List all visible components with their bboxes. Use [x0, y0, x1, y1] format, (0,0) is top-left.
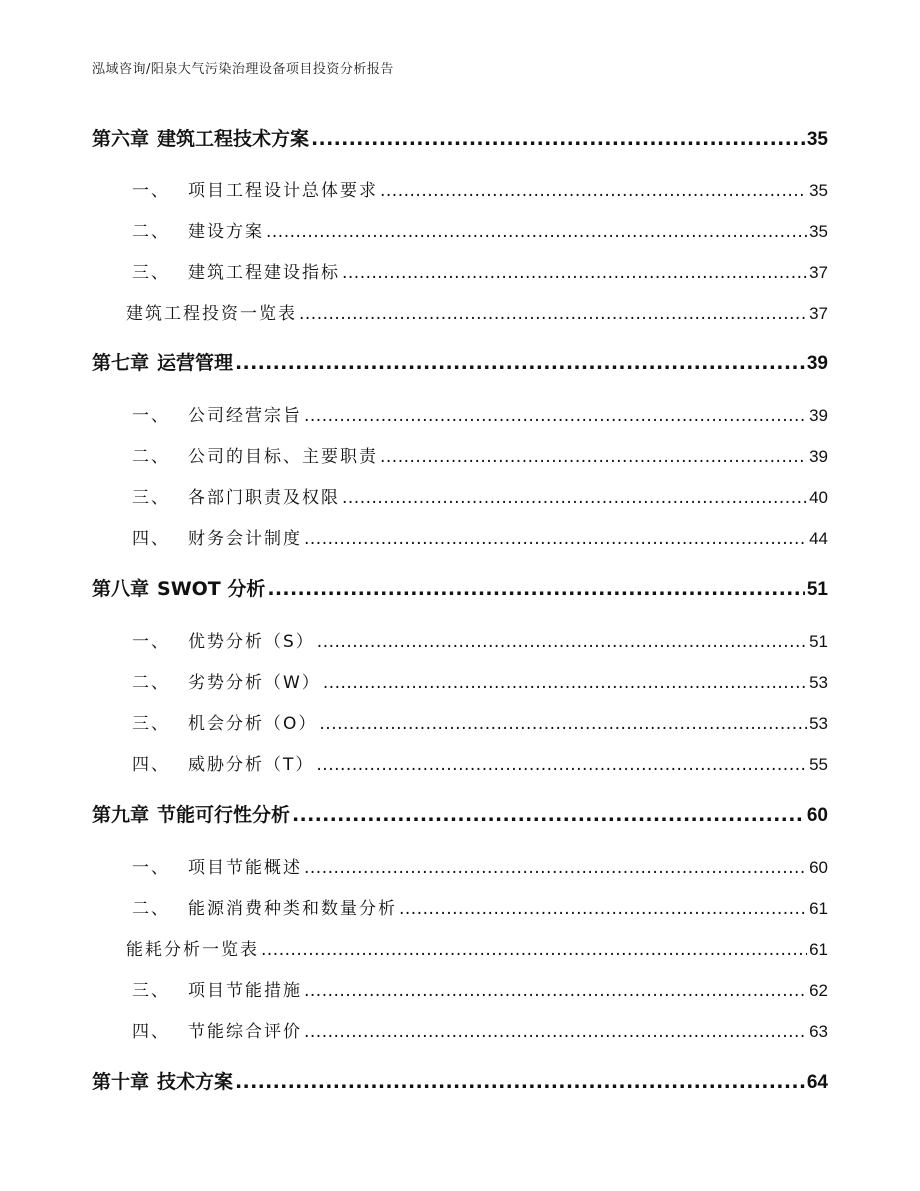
- toc-page-number: 37: [809, 263, 828, 282]
- section-number: 一、: [132, 858, 170, 878]
- section-number: 二、: [132, 222, 170, 242]
- toc-section-entry[interactable]: [92, 894, 828, 919]
- chapter-number: 第八章: [92, 578, 150, 600]
- section-number: 四、: [132, 755, 170, 775]
- toc-section-entry[interactable]: [92, 401, 828, 426]
- page-header: 泓域咨询/阳泉大气污染治理设备项目投资分析报告: [92, 62, 394, 77]
- toc-entry-title: 劣势分析（W）: [188, 673, 321, 693]
- toc-page-number: 35: [809, 181, 828, 200]
- toc-page-number: 37: [809, 304, 828, 323]
- toc-chapter-entry[interactable]: [92, 574, 828, 601]
- toc-page-number: 60: [809, 858, 828, 877]
- dot-leader: [316, 755, 807, 775]
- toc-section-entry[interactable]: [92, 299, 828, 324]
- section-number: 二、: [132, 899, 170, 919]
- toc-entry-title: 各部门职责及权限: [188, 488, 340, 508]
- toc-chapter-entry[interactable]: [92, 348, 828, 375]
- dot-leader: [261, 940, 807, 960]
- dot-leader: [342, 263, 807, 283]
- toc-section-entry[interactable]: [92, 627, 828, 652]
- toc-page-number: 61: [809, 940, 828, 959]
- toc-entry-title: 能源消费种类和数量分析: [188, 899, 397, 919]
- toc-section-entry[interactable]: [92, 217, 828, 242]
- dot-leader: [319, 714, 807, 734]
- dot-leader: [311, 128, 805, 150]
- toc-page-number: 60: [806, 805, 828, 826]
- dot-leader: [235, 1071, 805, 1093]
- toc-section-entry[interactable]: [92, 483, 828, 508]
- toc-entry-title: 威胁分析（T）: [188, 755, 315, 775]
- dot-leader: [267, 578, 804, 600]
- section-number: 二、: [132, 447, 170, 467]
- toc-page-number: 35: [806, 129, 828, 150]
- section-number: 三、: [132, 488, 170, 508]
- toc-section-entry[interactable]: [92, 976, 828, 1001]
- toc-section-entry[interactable]: [92, 442, 828, 467]
- toc-page-number: 51: [809, 632, 828, 651]
- section-number: 一、: [132, 181, 170, 201]
- toc-section-entry[interactable]: [92, 709, 828, 734]
- toc-entry-title: 财务会计制度: [188, 529, 302, 549]
- toc-entry-title: 项目节能概述: [188, 858, 302, 878]
- toc-entry-title: 节能综合评价: [188, 1022, 302, 1042]
- dot-leader: [323, 673, 807, 693]
- dot-leader: [380, 181, 807, 201]
- toc-page-number: 61: [809, 899, 828, 918]
- dot-leader: [304, 858, 807, 878]
- chapter-number: 第六章: [92, 128, 150, 150]
- chapter-number: 第七章: [92, 352, 150, 374]
- dot-leader: [304, 1022, 807, 1042]
- toc-page-number: 53: [809, 673, 828, 692]
- toc-section-entry[interactable]: [92, 853, 828, 878]
- toc-entry-title: 建筑工程技术方案: [157, 128, 310, 150]
- toc-section-entry[interactable]: [92, 258, 828, 283]
- toc-section-entry[interactable]: [92, 935, 828, 960]
- section-number: 一、: [132, 406, 170, 426]
- section-number: 三、: [132, 981, 170, 1001]
- toc-page-number: 39: [809, 447, 828, 466]
- toc-entry-title: 公司经营宗旨: [188, 406, 302, 426]
- toc-section-entry[interactable]: [92, 176, 828, 201]
- toc-section-entry[interactable]: [92, 1017, 828, 1042]
- toc-entry-title: 能耗分析一览表: [126, 940, 259, 960]
- toc-page-number: 40: [809, 488, 828, 507]
- toc-entry-title: 优势分析（S）: [188, 632, 315, 652]
- dot-leader: [235, 352, 805, 374]
- toc-entry-title: 节能可行性分析: [157, 804, 291, 826]
- dot-leader: [399, 899, 807, 919]
- toc-page-number: 53: [809, 714, 828, 733]
- toc-page-number: 64: [806, 1072, 828, 1093]
- toc-section-entry[interactable]: [92, 668, 828, 693]
- toc-chapter-entry[interactable]: [92, 800, 828, 827]
- dot-leader: [304, 406, 807, 426]
- toc-entry-title: 运营管理: [157, 352, 234, 374]
- section-number: 三、: [132, 263, 170, 283]
- dot-leader: [342, 488, 807, 508]
- dot-leader: [266, 222, 807, 242]
- toc-chapter-entry[interactable]: [92, 124, 828, 151]
- toc-entry-title: 建筑工程建设指标: [188, 263, 340, 283]
- toc-page-number: 35: [809, 222, 828, 241]
- toc-page-number: 63: [809, 1022, 828, 1041]
- toc-entry-title: 建设方案: [188, 222, 264, 242]
- dot-leader: [304, 529, 807, 549]
- toc-entry-title: 项目节能措施: [188, 981, 302, 1001]
- toc-page-number: 39: [809, 406, 828, 425]
- dot-leader: [380, 447, 807, 467]
- chapter-number: 第九章: [92, 804, 150, 826]
- toc-entry-title: 建筑工程投资一览表: [126, 304, 297, 324]
- toc-entry-title: 机会分析（O）: [188, 714, 318, 734]
- toc-page-number: 39: [806, 353, 828, 374]
- section-number: 二、: [132, 673, 170, 693]
- section-number: 四、: [132, 1022, 170, 1042]
- section-number: 一、: [132, 632, 170, 652]
- toc-section-entry[interactable]: [92, 524, 828, 549]
- toc-chapter-entry[interactable]: [92, 1067, 828, 1094]
- chapter-number: 第十章: [92, 1071, 150, 1093]
- toc-entry-title: SWOT 分析: [157, 578, 266, 600]
- toc-entry-title: 技术方案: [157, 1071, 234, 1093]
- toc-page-number: 62: [809, 981, 828, 1000]
- section-number: 三、: [132, 714, 170, 734]
- toc-page-number: 55: [809, 755, 828, 774]
- toc-page-number: 51: [806, 579, 828, 600]
- toc-section-entry[interactable]: [92, 750, 828, 775]
- section-number: 四、: [132, 529, 170, 549]
- toc-entry-title: 项目工程设计总体要求: [188, 181, 378, 201]
- dot-leader: [304, 981, 807, 1001]
- dot-leader: [317, 632, 807, 652]
- dot-leader: [299, 304, 807, 324]
- toc-page-number: 44: [809, 529, 828, 548]
- toc-entry-title: 公司的目标、主要职责: [188, 447, 378, 467]
- dot-leader: [292, 804, 805, 826]
